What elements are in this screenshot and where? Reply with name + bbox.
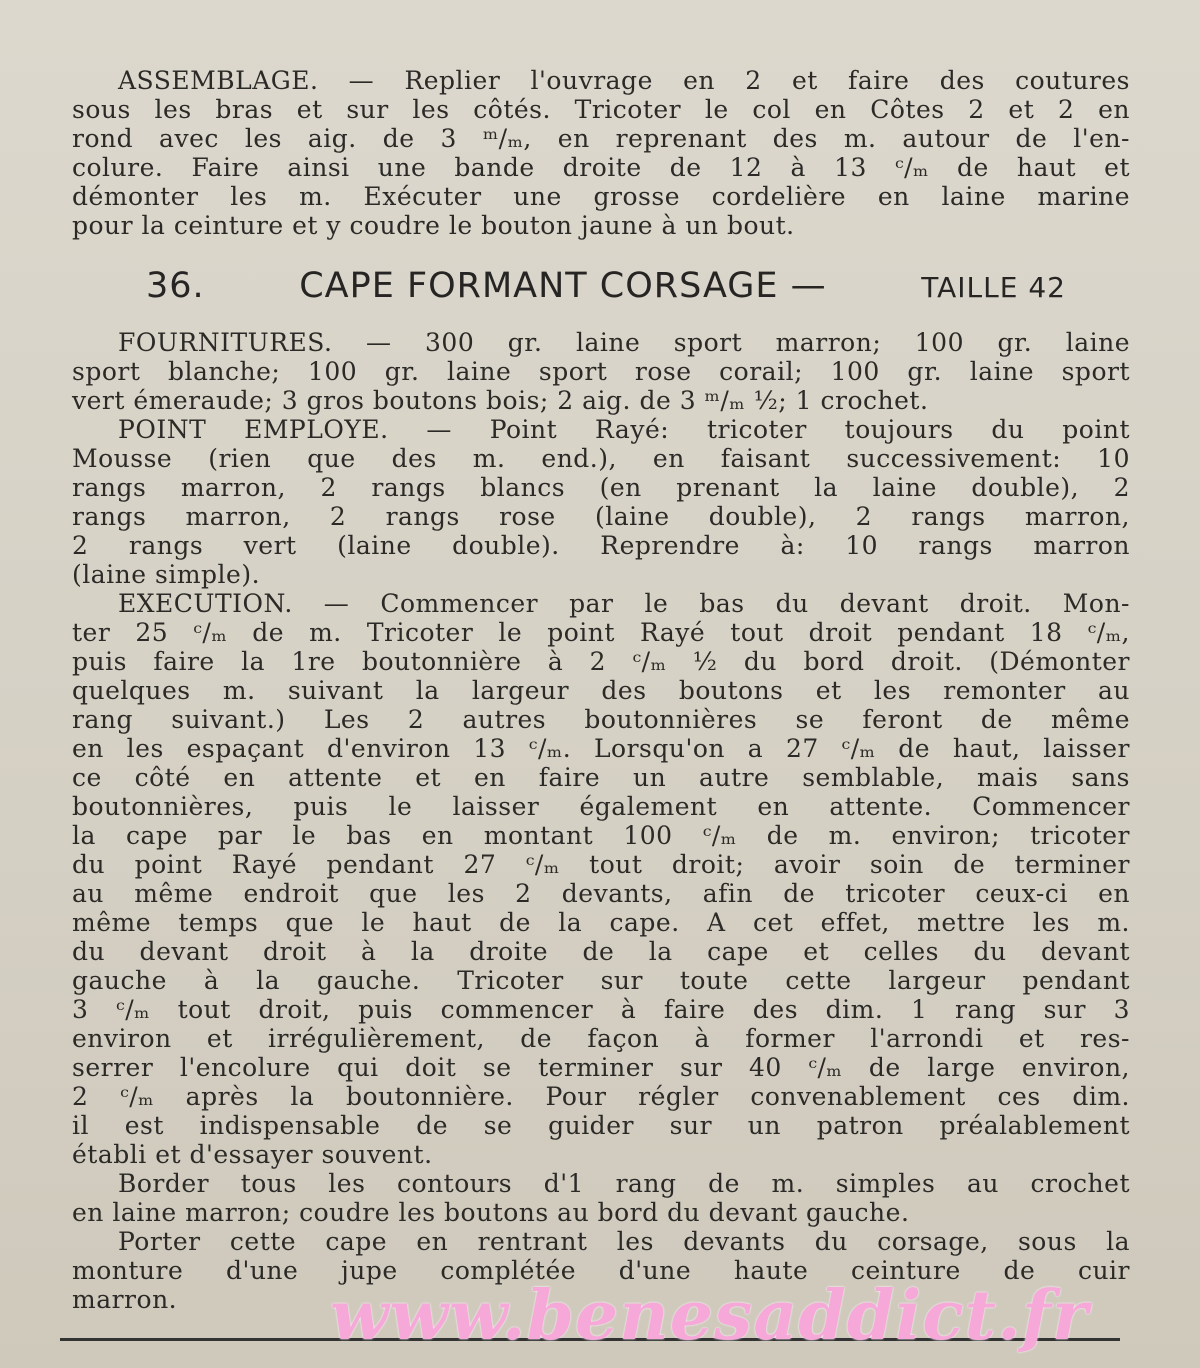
text-line: sport blanche; 100 gr. laine sport rose corail; 100 gr. laine sport [72,357,1130,386]
text-line: serrer l'encolure qui doit se terminer sur 40 ᶜ/ₘ de large environ, [72,1053,1130,1082]
text-line: démonter les m. Exécuter une grosse cordelière en laine marine [72,182,1130,211]
pattern-size: TAILLE 42 [921,271,1066,304]
text-line: même temps que le haut de la cape. A cet effet, mettre les m. [72,908,1130,937]
text-line: Mousse (rien que des m. end.), en faisant successivement: 10 [72,444,1130,473]
text-line: gauche à la gauche. Tricoter sur toute cette largeur pendant [72,966,1130,995]
text-line: ASSEMBLAGE. — Replier l'ouvrage en 2 et faire des coutures [118,66,1130,95]
text-line: du point Rayé pendant 27 ᶜ/ₘ tout droit; avoir soin de terminer [72,850,1130,879]
text-line: pour la ceinture et y coudre le bouton jaune à un bout. [72,211,795,240]
text-line: au même endroit que les 2 devants, afin de tricoter ceux-ci en [72,879,1130,908]
text-line: quelques m. suivant la largeur des boutons et les remonter au [72,676,1130,705]
text-line: EXECUTION. — Commencer par le bas du devant droit. Mon- [118,589,1130,618]
text-line: la cape par le bas en montant 100 ᶜ/ₘ de m. environ; tricoter [72,821,1130,850]
text-line: du devant droit à la droite de la cape et celles du devant [72,937,1130,966]
text-line: 3 ᶜ/ₘ tout droit, puis commencer à faire des dim. 1 rang sur 3 [72,995,1130,1024]
assemblage-paragraph [72,66,1130,240]
pattern-heading [146,266,1066,306]
text-line: rangs marron, 2 rangs rose (laine double), 2 rangs marron, [72,502,1130,531]
text-line: 2 rangs vert (laine double). Reprendre à: 10 rangs marron [72,531,1130,560]
text-line: environ et irrégulièrement, de façon à former l'arrondi et res- [72,1024,1130,1053]
text-line: colure. Faire ainsi une bande droite de 12 à 13 ᶜ/ₘ de haut et [72,153,1130,182]
pattern-body [72,328,1130,1314]
text-line: puis faire la 1re boutonnière à 2 ᶜ/ₘ ½ du bord droit. (Démonter [72,647,1130,676]
text-line: en les espaçant d'environ 13 ᶜ/ₘ. Lorsqu'on a 27 ᶜ/ₘ de haut, laisser [72,734,1130,763]
text-line: POINT EMPLOYE. — Point Rayé: tricoter toujours du point [118,415,1130,444]
pattern-number: 36. [146,266,205,306]
text-line: marron. [72,1285,178,1314]
text-line: monture d'une jupe complétée d'une haute ceinture de cuir [72,1256,1130,1285]
text-line: rangs marron, 2 rangs blancs (en prenant la laine double), 2 [72,473,1130,502]
text-line: FOURNITURES. — 300 gr. laine sport marron; 100 gr. laine [118,328,1130,357]
text-line: sous les bras et sur les côtés. Tricoter le col en Côtes 2 et 2 en [72,95,1130,124]
watermark: www.benesaddict.fr [330,1276,1089,1356]
text-line: boutonnières, puis le laisser également en attente. Commencer [72,792,1130,821]
text-line: en laine marron; coudre les boutons au bord du devant gauche. [72,1198,910,1227]
text-line: rond avec les aig. de 3 ᵐ/ₘ, en reprenant des m. autour de l'en- [72,124,1130,153]
text-line: établi et d'essayer souvent. [72,1140,433,1169]
text-line: (laine simple). [72,560,261,589]
text-line: Porter cette cape en rentrant les devants du corsage, sous la [118,1227,1130,1256]
text-line: il est indispensable de se guider sur un patron préalablement [72,1111,1130,1140]
text-line: ter 25 ᶜ/ₘ de m. Tricoter le point Rayé tout droit pendant 18 ᶜ/ₘ, [72,618,1130,647]
text-line: vert émeraude; 3 gros boutons bois; 2 aig. de 3 ᵐ/ₘ ½; 1 crochet. [72,386,929,415]
text-line: rang suivant.) Les 2 autres boutonnières se feront de même [72,705,1130,734]
text-line: 2 ᶜ/ₘ après la boutonnière. Pour régler convenablement ces dim. [72,1082,1130,1111]
text-line: Border tous les contours d'1 rang de m. simples au crochet [118,1169,1130,1198]
pattern-title: CAPE FORMANT CORSAGE — [299,266,827,306]
text-line: ce côté en attente et en faire un autre semblable, mais sans [72,763,1130,792]
